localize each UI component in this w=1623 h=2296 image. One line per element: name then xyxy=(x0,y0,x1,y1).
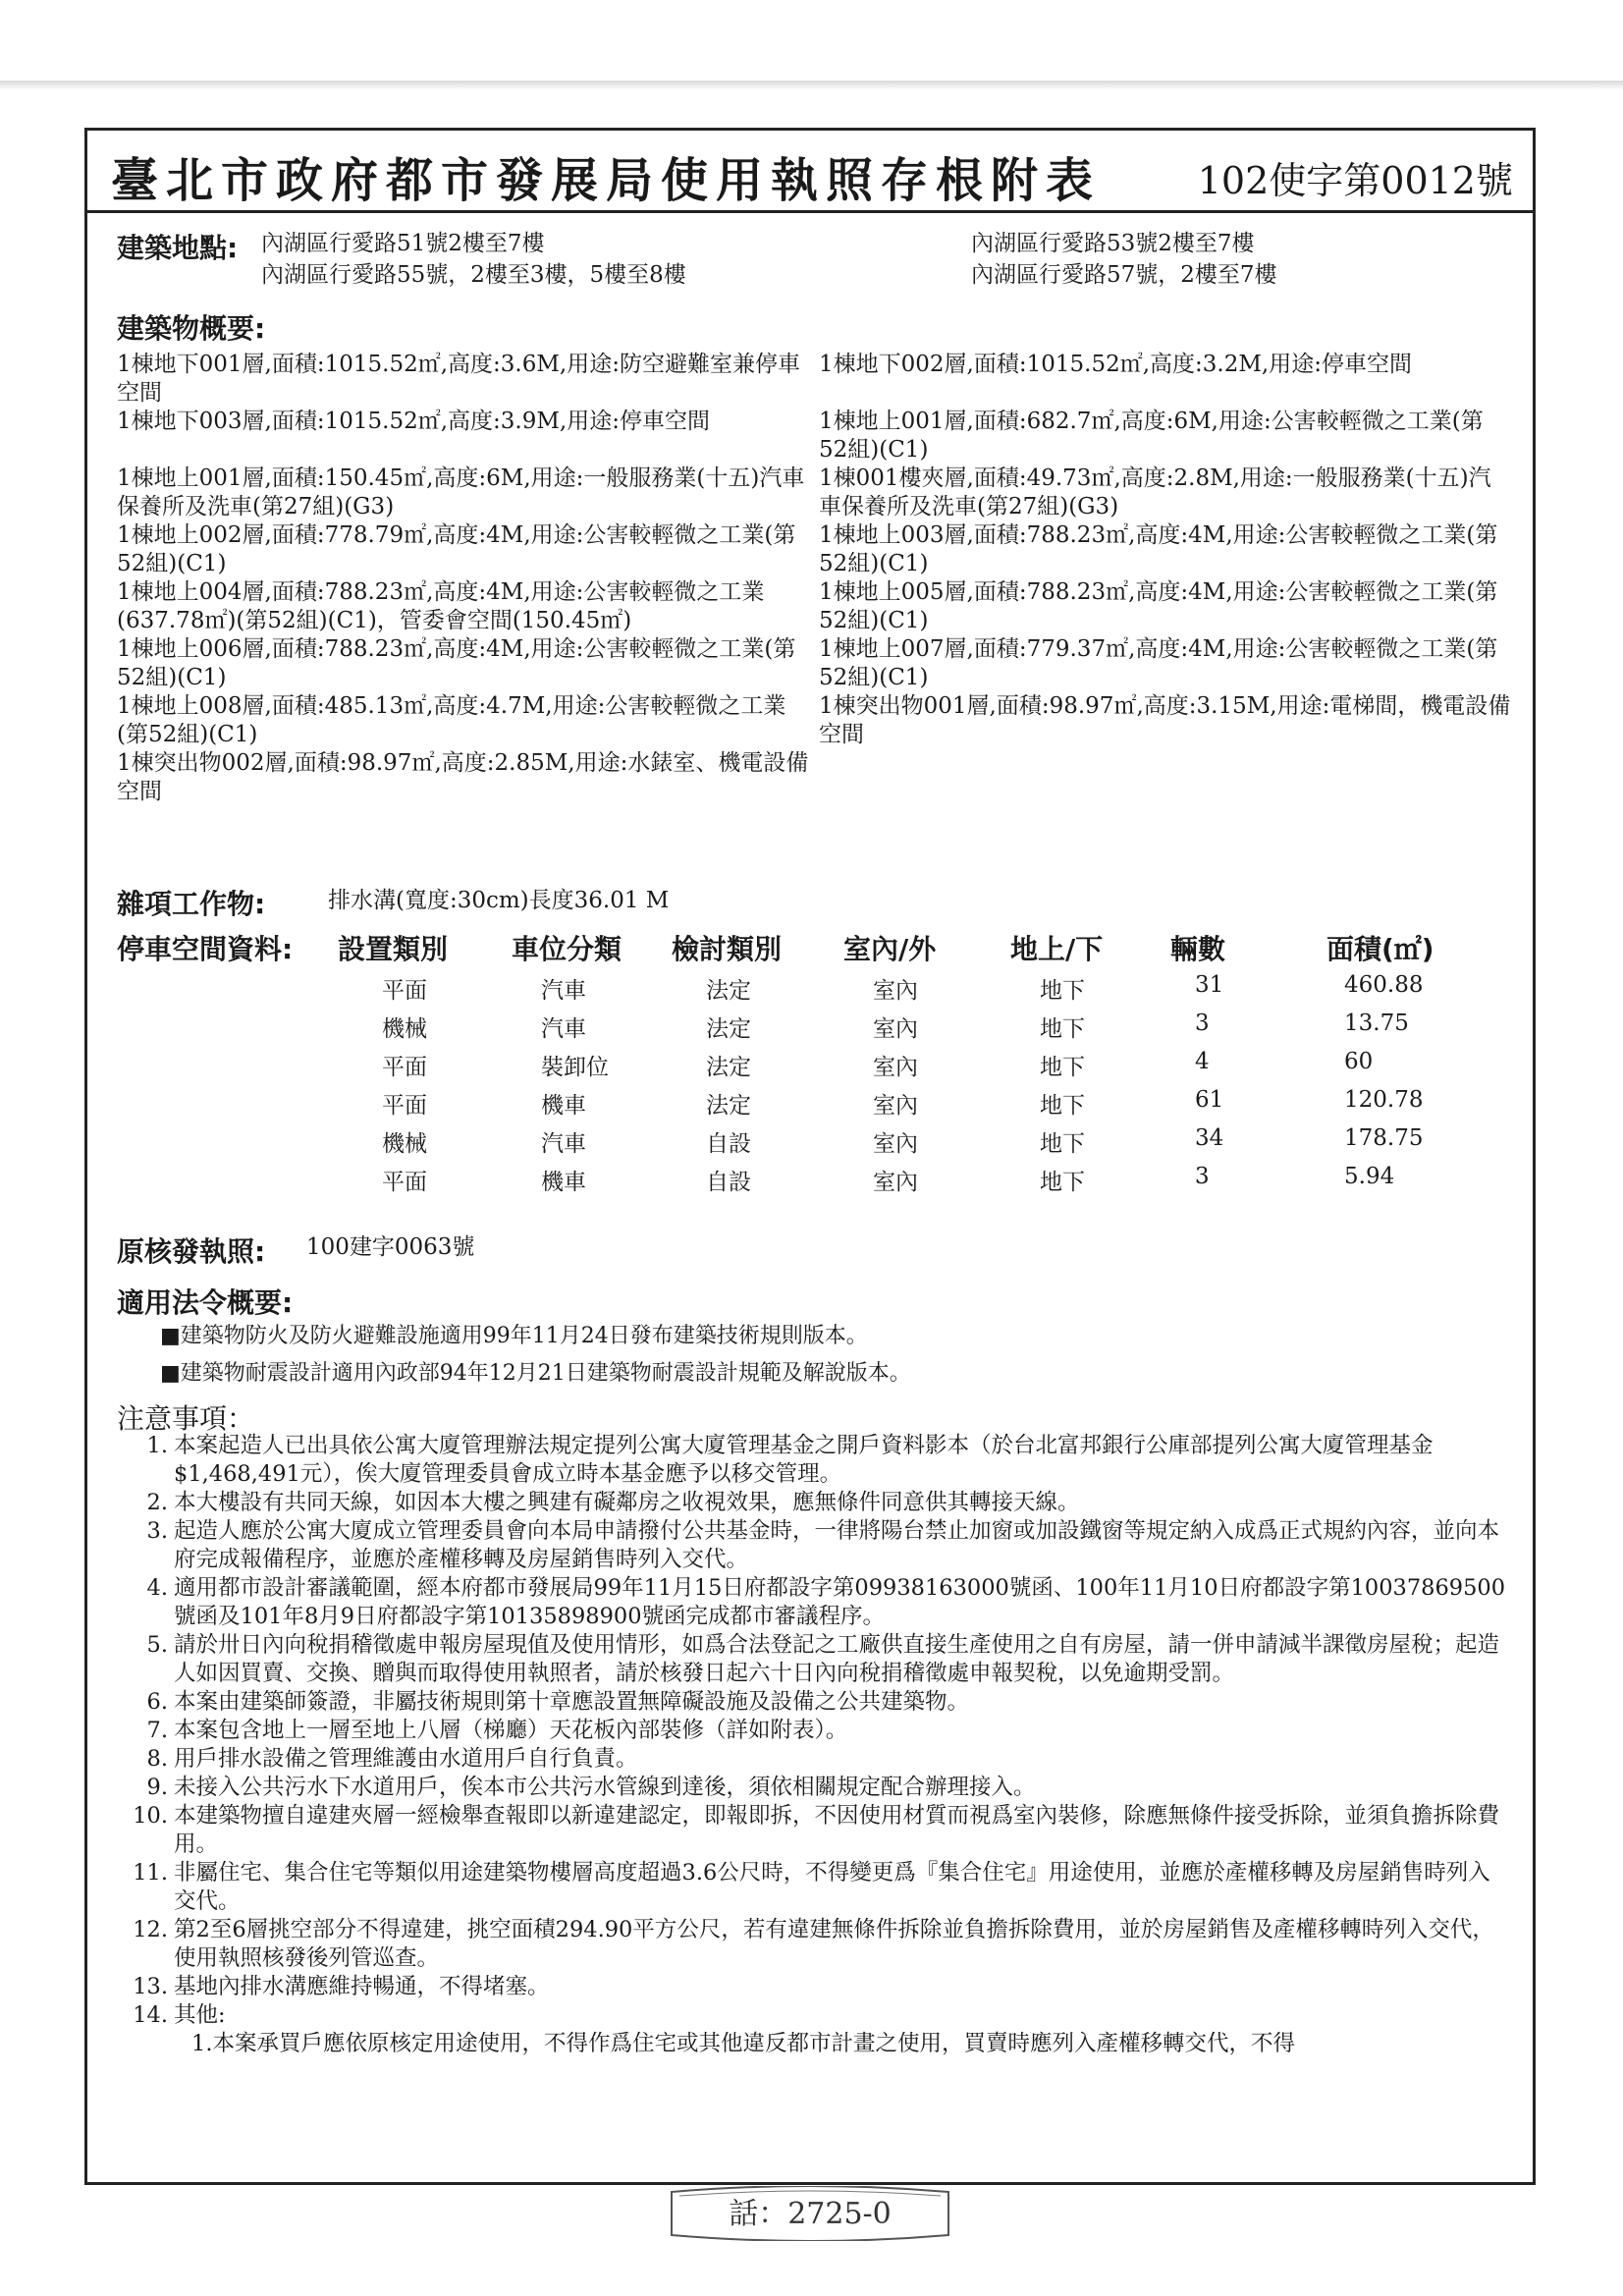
note-text: 第2至6層挑空部分不得違建，挑空面積294.90平方公尺，若有違建無條件拆除並負擔拆除費用，並於房屋銷售及產權移轉時列入交代，使用執照核發後列管巡查。 xyxy=(174,1917,1494,1971)
note-number: 10. xyxy=(133,1803,168,1829)
parking-header: 地上/下 xyxy=(1010,933,1104,965)
note-item xyxy=(127,1973,1511,2001)
address-line: 內湖區行愛路51號2樓至7樓 xyxy=(261,231,545,256)
building-floor-entry: 1棟地下001層,面積:1015.52㎡,高度:3.6M,用途:防空避難室兼停車空間 xyxy=(117,352,800,406)
note-number: 8. xyxy=(146,1746,168,1772)
building-floor-entry: 1棟地上004層,面積:788.23㎡,高度:4M,用途:公害較輕微之工業(637.78㎡)(第52組)(C1)，管委會空間(150.45㎡) xyxy=(117,579,765,633)
building-row xyxy=(117,351,1521,408)
note-number: 5. xyxy=(146,1632,168,1658)
note-text: 用戶排水設備之管理維護由水道用戶自行負責。 xyxy=(174,1746,638,1772)
building-floor-entry: 1棟地上005層,面積:788.23㎡,高度:4M,用途:公害較輕微之工業(第52組)(C1) xyxy=(819,579,1498,633)
note-item xyxy=(127,1774,1511,1802)
original-license-label: 原核發執照: xyxy=(117,1235,266,1268)
note-text: 非屬住宅、集合住宅等類似用途建築物樓層高度超過3.6公尺時，不得變更爲『集合住宅』用途使用，並應於產權移轉及房屋銷售時列入交代。 xyxy=(174,1860,1490,1914)
note-item xyxy=(127,1916,1511,1973)
parking-cell: 4 xyxy=(1195,1049,1210,1074)
parking-cell: 460.88 xyxy=(1344,972,1424,998)
parking-cell: 機車 xyxy=(541,1170,586,1195)
building-floor-entry: 1棟地上003層,面積:788.23㎡,高度:4M,用途:公害較輕微之工業(第52組)(C1) xyxy=(819,522,1498,576)
parking-header: 輛數 xyxy=(1170,933,1226,965)
parking-cell: 地下 xyxy=(1040,1055,1085,1080)
parking-cell: 平面 xyxy=(382,1093,427,1119)
parking-cell: 室內 xyxy=(873,1016,918,1042)
laws-label: 適用法令概要: xyxy=(117,1286,294,1319)
law-item: ■建築物耐震設計適用內政部94年12月21日建築物耐震設計規範及解說版本。 xyxy=(160,1361,911,1386)
seal-stamp xyxy=(668,2186,952,2241)
parking-header: 面積(㎡) xyxy=(1326,933,1434,965)
building-floor-entry: 1棟地上008層,面積:485.13㎡,高度:4.7M,用途:公害較輕微之工業(第52組)(C1) xyxy=(117,693,786,747)
note-text: 起造人應於公寓大廈成立管理委員會向本局申請撥付公共基金時，一律將陽台禁止加窗或加設鐵窗等規定納入成爲正式規約內容，並向本府完成報備程序，並應於產權移轉及房屋銷售時列入交代。 xyxy=(174,1518,1500,1572)
address-line: 內湖區行愛路57號，2樓至7樓 xyxy=(971,262,1277,288)
parking-cell: 汽車 xyxy=(541,1016,586,1042)
address-label: 建築地點: xyxy=(117,232,239,264)
parking-cell: 自設 xyxy=(706,1131,751,1157)
title-row xyxy=(87,131,1533,213)
document-frame xyxy=(84,128,1536,2185)
building-floor-entry: 1棟地上001層,面積:150.45㎡,高度:6M,用途:一般服務業(十五)汽車保養所及洗車(第27組)(G3) xyxy=(117,465,805,519)
parking-cell: 120.78 xyxy=(1344,1087,1424,1113)
parking-cell: 室內 xyxy=(873,1131,918,1157)
building-floor-entry: 1棟001樓夾層,面積:49.73㎡,高度:2.8M,用途:一般服務業(十五)汽車保養所及洗車(第27組)(G3) xyxy=(819,465,1491,519)
note-number: 13. xyxy=(133,1974,168,1999)
building-floor-entry: 1棟地上007層,面積:779.37㎡,高度:4M,用途:公害較輕微之工業(第52組)(C1) xyxy=(819,636,1498,690)
parking-cell: 機械 xyxy=(382,1131,427,1157)
parking-cell: 3 xyxy=(1195,1164,1210,1189)
parking-cell: 61 xyxy=(1195,1087,1224,1113)
note-item xyxy=(127,1688,1511,1717)
note-item xyxy=(127,1745,1511,1774)
note-item xyxy=(127,1432,1511,1489)
note-number: 11. xyxy=(133,1860,168,1886)
parking-cell: 34 xyxy=(1195,1125,1224,1151)
building-row xyxy=(117,692,1521,749)
note-text: 本案包含地上一層至地上八層（梯廳）天花板內部裝修（詳如附表）。 xyxy=(174,1718,848,1743)
law-item: ■建築物防火及防火避難設施適用99年11月24日發布建築技術規則版本。 xyxy=(160,1324,868,1348)
parking-cell: 平面 xyxy=(382,1055,427,1080)
parking-header: 室內/外 xyxy=(843,933,937,965)
parking-cell: 地下 xyxy=(1040,1131,1085,1157)
misc-work-label: 雜項工作物: xyxy=(117,888,266,920)
parking-cell: 法定 xyxy=(706,1016,751,1042)
parking-cell: 31 xyxy=(1195,972,1224,998)
note-item xyxy=(127,2001,1511,2030)
parking-header: 設置類別 xyxy=(338,933,449,965)
scan-edge xyxy=(0,81,1623,90)
note-number: 7. xyxy=(146,1718,168,1743)
parking-cell: 60 xyxy=(1344,1049,1374,1074)
note-item xyxy=(127,1717,1511,1745)
parking-label: 停車空間資料: xyxy=(117,933,294,965)
note-number: 6. xyxy=(146,1689,168,1715)
parking-cell: 汽車 xyxy=(541,1131,586,1157)
note-sub-item xyxy=(127,2030,1511,2058)
parking-header: 檢討類別 xyxy=(672,933,783,965)
parking-cell: 機械 xyxy=(382,1016,427,1042)
parking-cell: 5.94 xyxy=(1344,1164,1395,1189)
note-number: 14. xyxy=(133,2002,168,2028)
note-text: 本大樓設有共同天線，如因本大樓之興建有礙鄰房之收視效果，應無條件同意供其轉接天線。 xyxy=(174,1490,1080,1515)
original-license-value: 100建字0063號 xyxy=(306,1234,475,1260)
parking-cell: 平面 xyxy=(382,1170,427,1195)
building-floor-entry: 1棟地下003層,面積:1015.52㎡,高度:3.9M,用途:停車空間 xyxy=(117,409,710,434)
notes-label: 注意事項： xyxy=(117,1402,255,1435)
building-floor-entry xyxy=(819,749,1521,806)
parking-cell: 13.75 xyxy=(1344,1011,1409,1036)
misc-work-value: 排水溝(寬度:30cm)長度36.01 M xyxy=(328,888,670,913)
building-row xyxy=(117,521,1521,578)
building-floor-entry: 1棟地上001層,面積:682.7㎡,高度:6M,用途:公害較輕微之工業(第52組)(C1) xyxy=(819,409,1484,463)
parking-cell: 法定 xyxy=(706,978,751,1004)
note-text: 本建築物擅自違建夾層一經檢舉查報即以新違建認定，即報即拆，不因使用材質而視爲室內裝修，除應無條件接受拆除，並須負擔拆除費用。 xyxy=(174,1803,1500,1857)
parking-cell: 法定 xyxy=(706,1093,751,1119)
note-item xyxy=(127,1574,1511,1631)
building-floor-entry: 1棟突出物001層,面積:98.97㎡,高度:3.15M,用途:電梯間，機電設備空間 xyxy=(819,693,1511,747)
building-summary-table xyxy=(117,351,1521,806)
note-text: 基地內排水溝應維持暢通，不得堵塞。 xyxy=(174,1974,550,1999)
parking-cell: 3 xyxy=(1195,1011,1210,1036)
building-summary-label: 建築物概要: xyxy=(117,312,266,345)
note-item xyxy=(127,1631,1511,1688)
note-number: 1. xyxy=(146,1433,168,1458)
note-number: 9. xyxy=(146,1775,168,1800)
building-row xyxy=(117,408,1521,465)
note-text: 請於卅日內向稅捐稽徵處申報房屋現值及使用情形，如爲合法登記之工廠供直接生產使用之自有房屋，請一併申請減半課徵房屋稅；起造人如因買賣、交換、贈與而取得使用執照者，請於核發日起六十日內向稅捐稽徵處申報契稅，以免逾期受罰。 xyxy=(174,1632,1500,1686)
address-line: 內湖區行愛路55號，2樓至3樓，5樓至8樓 xyxy=(261,262,686,288)
document-title: 臺北市政府都市發展局使用執照存根附表 xyxy=(111,153,1102,208)
notes-list xyxy=(127,1432,1511,2058)
parking-cell: 地下 xyxy=(1040,1093,1085,1119)
building-row xyxy=(117,578,1521,635)
note-sub-text: 1.本案承買戶應依原核定用途使用，不得作爲住宅或其他違反都市計畫之使用，買賣時應列入產權移轉交代，不得 xyxy=(191,2031,1295,2056)
building-row xyxy=(117,465,1521,521)
parking-cell: 平面 xyxy=(382,978,427,1004)
note-number: 4. xyxy=(146,1575,168,1601)
parking-cell: 室內 xyxy=(873,1170,918,1195)
permit-number: 102使字第0012號 xyxy=(1197,159,1513,202)
note-item xyxy=(127,1489,1511,1517)
building-floor-entry: 1棟地上006層,面積:788.23㎡,高度:4M,用途:公害較輕微之工業(第52組)(C1) xyxy=(117,636,796,690)
building-floor-entry: 1棟突出物002層,面積:98.97㎡,高度:2.85M,用途:水錶室、機電設備空間 xyxy=(117,750,809,804)
building-row xyxy=(117,635,1521,692)
note-text: 本案起造人已出具依公寓大廈管理辦法規定提列公寓大廈管理基金之開戶資料影本（於台北富邦銀行公庫部提列公寓大廈管理基金$1,468,491元），俟大廈管理委員會成立時本基金應予以移交管理。 xyxy=(174,1433,1434,1487)
parking-cell: 室內 xyxy=(873,978,918,1004)
parking-cell: 178.75 xyxy=(1344,1125,1424,1151)
note-number: 12. xyxy=(133,1917,168,1942)
parking-cell: 地下 xyxy=(1040,978,1085,1004)
parking-cell: 地下 xyxy=(1040,1170,1085,1195)
parking-cell: 法定 xyxy=(706,1055,751,1080)
parking-header: 車位分類 xyxy=(512,933,622,965)
parking-cell: 室內 xyxy=(873,1093,918,1119)
parking-cell: 自設 xyxy=(706,1170,751,1195)
note-text: 本案由建築師簽證，非屬技術規則第十章應設置無障礙設施及設備之公共建築物。 xyxy=(174,1689,970,1715)
note-item xyxy=(127,1517,1511,1574)
note-item xyxy=(127,1802,1511,1859)
note-number: 3. xyxy=(146,1518,168,1544)
note-item xyxy=(127,1859,1511,1916)
parking-cell: 機車 xyxy=(541,1093,586,1119)
stamp-text: 話：2725-0 xyxy=(729,2197,892,2231)
address-line: 內湖區行愛路53號2樓至7樓 xyxy=(971,231,1255,256)
note-number: 2. xyxy=(146,1490,168,1515)
parking-cell: 裝卸位 xyxy=(541,1055,609,1080)
parking-cell: 汽車 xyxy=(541,978,586,1004)
parking-cell: 地下 xyxy=(1040,1016,1085,1042)
note-text: 適用都市設計審議範圍，經本府都市發展局99年11月15日府都設字第09938163000號函、100年11月10日府都設字第10037869500號函及101年8月9日府都設字第10135898900號函完成都市審議程序。 xyxy=(174,1575,1506,1629)
building-floor-entry: 1棟地下002層,面積:1015.52㎡,高度:3.2M,用途:停車空間 xyxy=(819,352,1412,377)
parking-cell: 室內 xyxy=(873,1055,918,1080)
note-text: 其他: xyxy=(174,2002,226,2028)
building-row xyxy=(117,749,1521,806)
building-floor-entry: 1棟地上002層,面積:778.79㎡,高度:4M,用途:公害較輕微之工業(第52組)(C1) xyxy=(117,522,796,576)
note-text: 未接入公共污水下水道用戶，俟本市公共污水管線到達後，須依相關規定配合辦理接入。 xyxy=(174,1775,1036,1800)
